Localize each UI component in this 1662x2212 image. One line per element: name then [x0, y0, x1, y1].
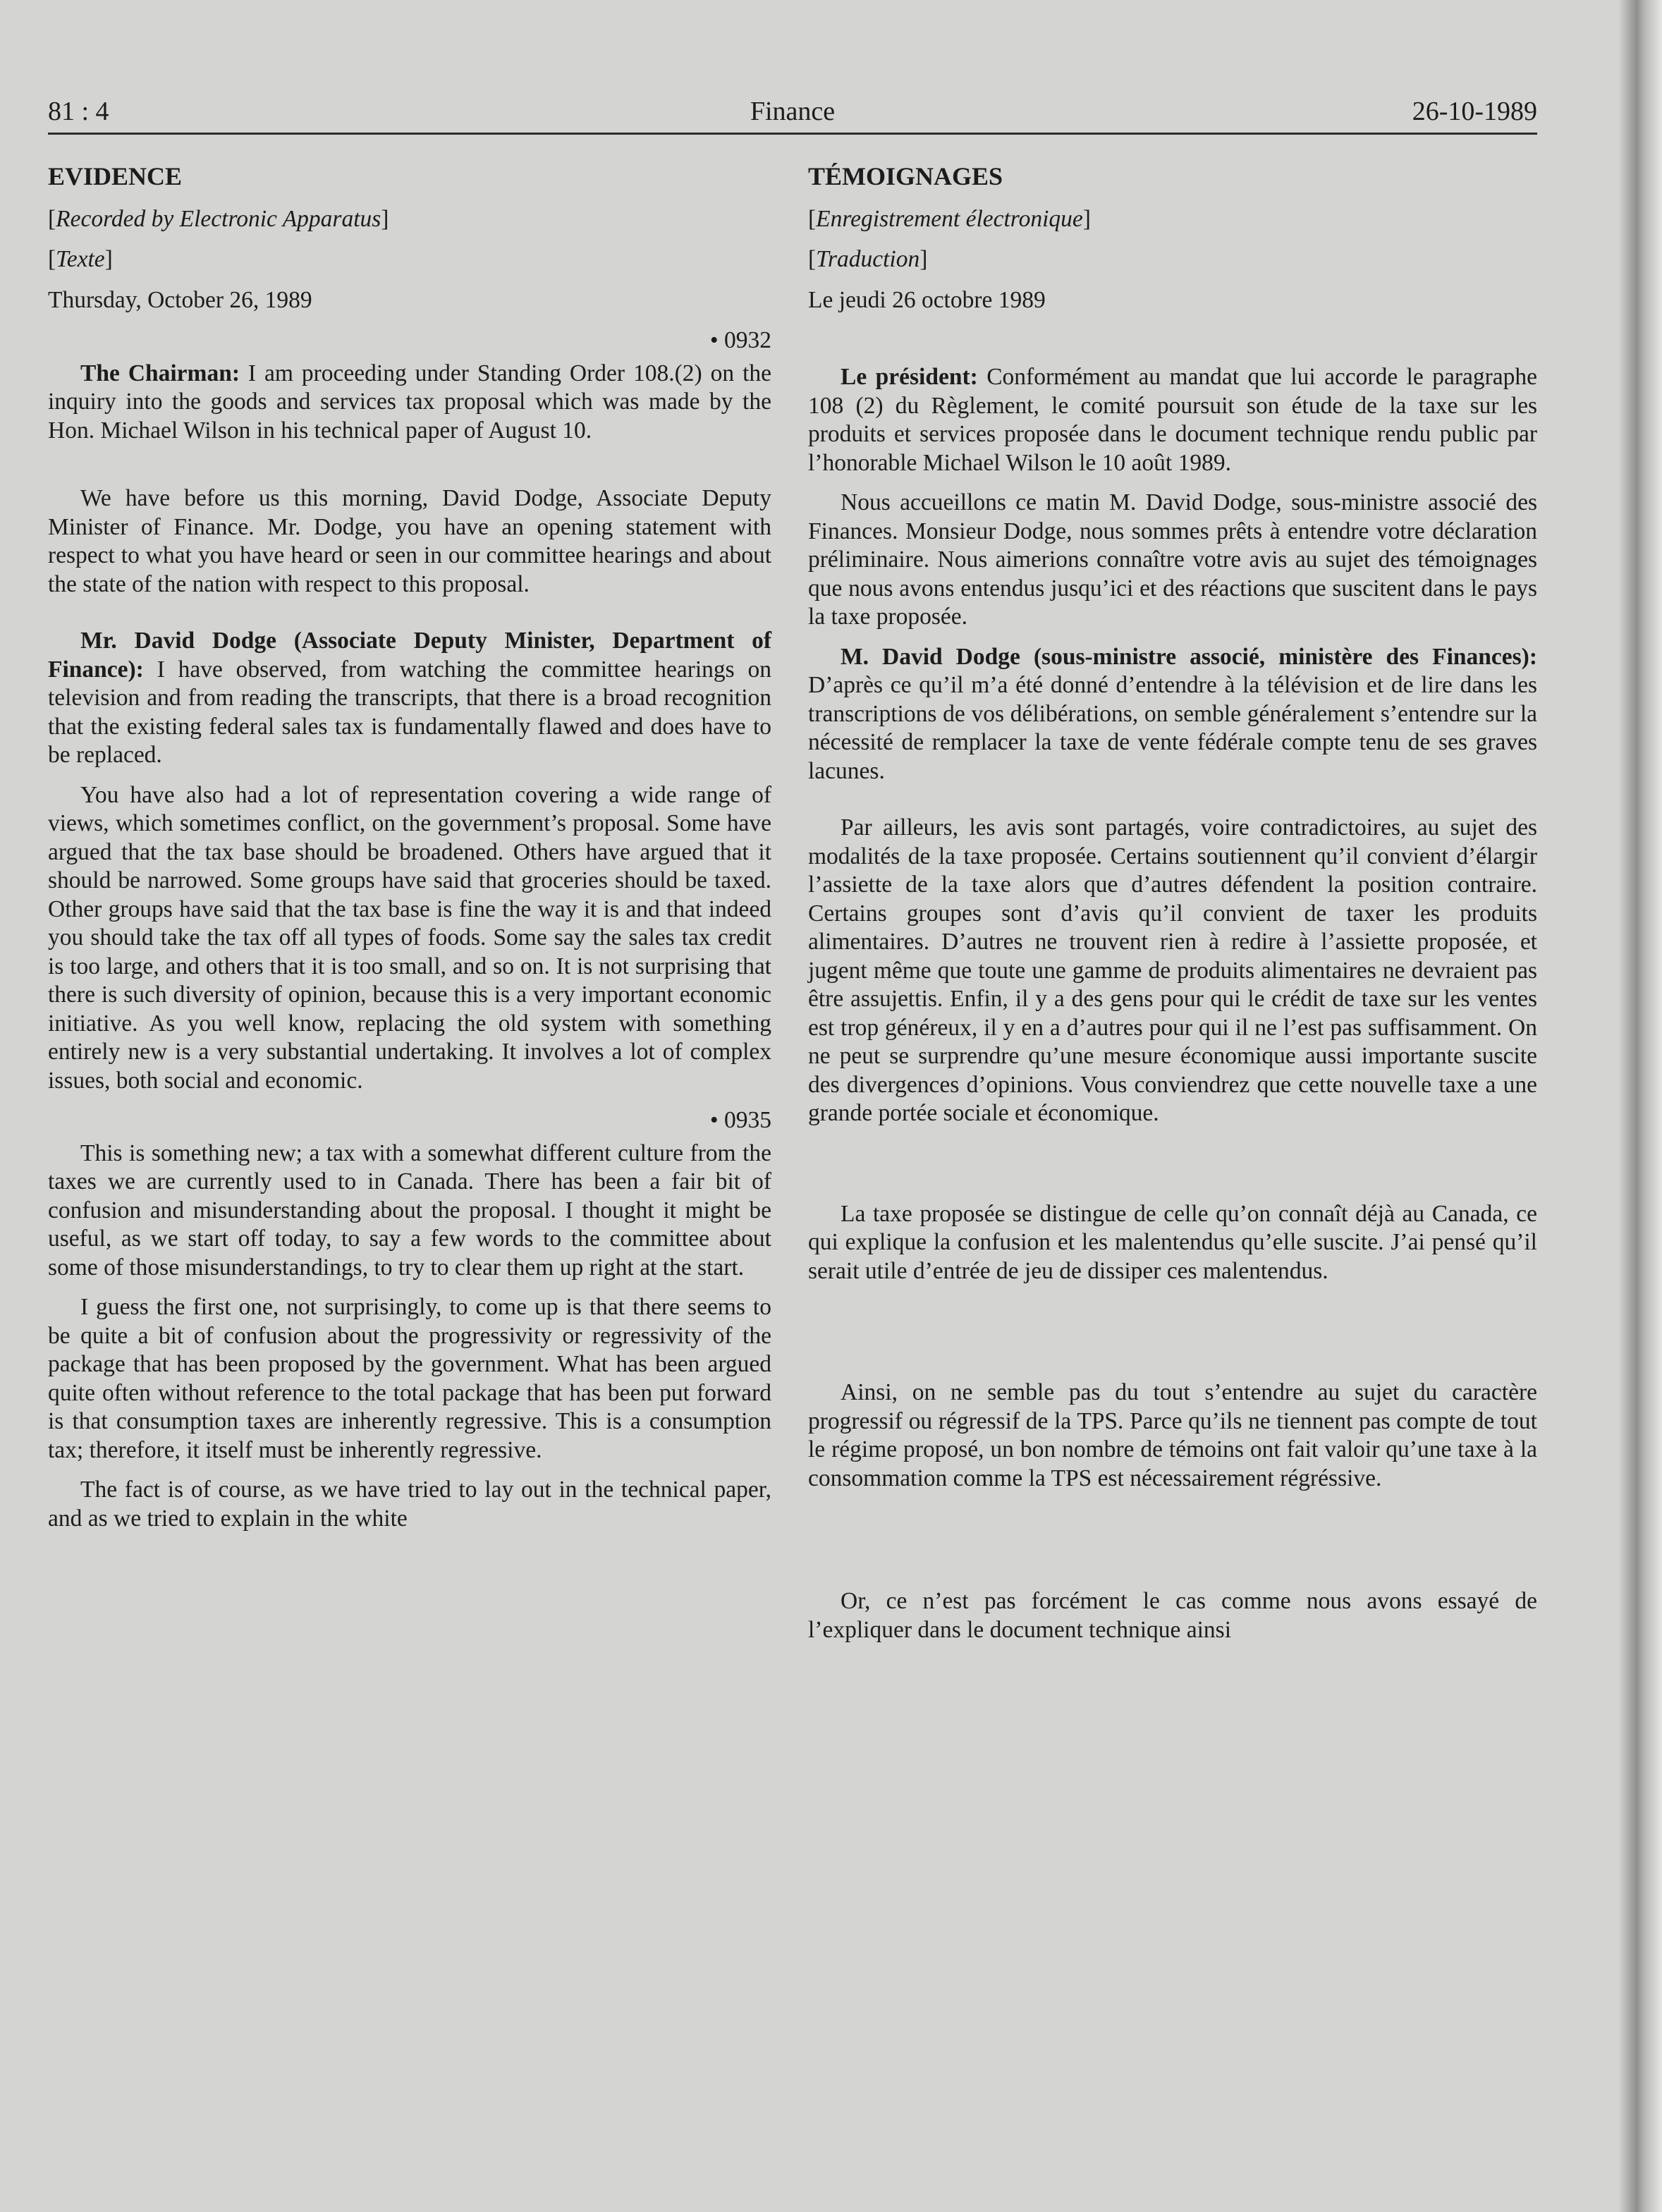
- statement-text: I am proceeding under Standing Order 108.(2) on the inquiry into the goods and services tax proposal which was made by the Hon. Michael Wilson in his technical paper of August 10.: [48, 360, 771, 444]
- sitting-date: Thursday, October 26, 1989: [48, 286, 312, 313]
- recording-note: [Enregistrement électronique]: [808, 205, 1091, 232]
- speaker-name: The Chairman:: [80, 360, 240, 386]
- temoignages-heading: TÉMOIGNAGES: [808, 162, 1003, 190]
- header-date: 26-10-1989: [1412, 97, 1537, 126]
- paragraph: Par ailleurs, les avis sont partagés, voire contradictoires, au sujet des modalités de la taxe proposée. Certains soutiennent qu’il convient d’élargir l’assiette de la taxe alors que d’autres défendent la position contraire. Certains groupes sont d’avis qu’il convient de taxer les produits alimentaires. D’autres ne trouvent rien à redire à l’assiette proposée, et jugent même que toute une gamme de produits alimentaires ne devraient pas être assujettis. Enfin, il y a des gens pour qui le crédit de taxe sur les ventes est trop généreux, il y en a d’autres pour qui il ne l’est pas suffisamment. On ne peut se surprendre qu’une mesure économique aussi importante suscite des divergences d’opinions. Vous conviendrez que cette nouvelle taxe a une grande portée sociale et économique.: [808, 814, 1537, 1126]
- text-tag-text: Texte: [56, 246, 105, 272]
- translation-tag: [Traduction]: [808, 246, 928, 272]
- time-marker: • 0932: [709, 327, 771, 353]
- text-tag: [Texte]: [48, 246, 113, 272]
- running-title: Finance: [750, 97, 836, 126]
- paragraph: Ainsi, on ne semble pas du tout s’entendre au sujet du caractère progressif ou régressif de la TPS. Parce qu’ils ne tiennent pas compte de tout le régime proposé, un bon nombre de témoins ont fait valoir qu’une taxe à la consommation comme la TPS est nécessairement régréssive.: [808, 1379, 1537, 1491]
- page-binding-edge: [1620, 0, 1662, 2212]
- evidence-heading: EVIDENCE: [48, 162, 183, 190]
- paragraph: Nous accueillons ce matin M. David Dodge, sous-ministre associé des Finances. Monsieur Dodge, nous sommes prêts à entendre votre déclaration préliminaire. Nous aimerions connaître votre avis au sujet des témoignages que nous avons entendus jusqu’ici et des réactions que suscitent dans le pays la taxe proposée.: [808, 489, 1537, 630]
- sitting-date: Le jeudi 26 octobre 1989: [808, 286, 1046, 313]
- dodge-statement: [48, 627, 771, 770]
- president-statement: [808, 363, 1537, 477]
- speaker-name: M. David Dodge (sous-ministre associé, ministère des Finances):: [841, 643, 1537, 670]
- english-column: [48, 162, 771, 1544]
- statement-text: I have observed, from watching the committee hearings on television and from reading the transcripts, that there is a broad recognition that the existing federal sales tax is fundamentally flawed and does have to be replaced.: [48, 656, 771, 768]
- paragraph: La taxe proposée se distingue de celle qu’on connaît déjà au Canada, ce qui explique la confusion et les malentendus qu’elle suscite. J’ai pensé qu’il serait utile d’entrée de jeu de dissiper ces malentendus.: [808, 1200, 1537, 1284]
- french-column: [808, 162, 1537, 1656]
- paragraph: I guess the first one, not surprisingly, to come up is that there seems to be quite a bit of confusion about the progressivity or regressivity of the package that has been proposed by the government. What has been argued quite often without reference to the total package that has been put forward is that consumption taxes are inherently regressive. This is a consumption tax; therefore, it itself must be inherently regressive.: [48, 1294, 771, 1463]
- paragraph: Or, ce n’est pas forcément le cas comme nous avons essayé de l’expliquer dans le document technique ainsi: [808, 1588, 1537, 1643]
- recording-note-text: Enregistrement électronique: [816, 205, 1083, 232]
- statement-text: Conformément au mandat que lui accorde le paragraphe 108 (2) du Règlement, le comité poursuit son étude de la taxe sur les produits et services proposée dans le document technique rendu public par l’honorable Michael Wilson le 10 août 1989.: [808, 364, 1537, 476]
- translation-tag-text: Traduction: [816, 246, 920, 272]
- statement-text: D’après ce qu’il m’a été donné d’entendre à la télévision et de lire dans les transcriptions de vos délibérations, on semble généralement s’entendre sur la nécessité de remplacer la taxe de vente fédérale compte tenu de ses graves lacunes.: [808, 672, 1537, 784]
- paragraph: We have before us this morning, David Dodge, Associate Deputy Minister of Finance. Mr. Dodge, you have an opening statement with respect to what you have heard or seen in our committee hearings and about the state of the nation with respect to this proposal.: [48, 485, 771, 597]
- paragraph: The fact is of course, as we have tried to lay out in the technical paper, and as we tried to explain in the white: [48, 1477, 771, 1532]
- recording-note: [Recorded by Electronic Apparatus]: [48, 205, 389, 232]
- page-header: [48, 96, 1537, 135]
- time-marker: • 0935: [709, 1107, 771, 1133]
- recording-note-text: Recorded by Electronic Apparatus: [56, 205, 381, 232]
- chairman-statement: [48, 360, 771, 446]
- paragraph: You have also had a lot of representation covering a wide range of views, which sometimes conflict, on the government’s proposal. Some have argued that the tax base should be broadened. Others have argued that it should be narrowed. Some groups have said that groceries should be taxed. Other groups have said that the tax base is fine the way it is and that indeed you should take the tax off all types of foods. Some say the sales tax credit is too large, and others that it is too small, and so on. It is not surprising that there is such diversity of opinion, because this is a very important economic initiative. As you well know, replacing the old system with something entirely new is a very substantial undertaking. It involves a lot of complex issues, both social and economic.: [48, 781, 771, 1094]
- speaker-name: Mr. David Dodge (Associate Deputy Minister, Department of Finance):: [48, 628, 771, 683]
- dodge-statement: [808, 643, 1537, 786]
- speaker-name: Le président:: [841, 364, 978, 390]
- page-number: 81 : 4: [48, 97, 109, 126]
- paragraph: This is something new; a tax with a somewhat different culture from the taxes we are currently used to in Canada. There has been a fair bit of confusion and misunderstanding about the proposal. I thought it might be useful, as we start off today, to say a few words to the committee about some of those misunderstandings, to try to clear them up right at the start.: [48, 1139, 771, 1281]
